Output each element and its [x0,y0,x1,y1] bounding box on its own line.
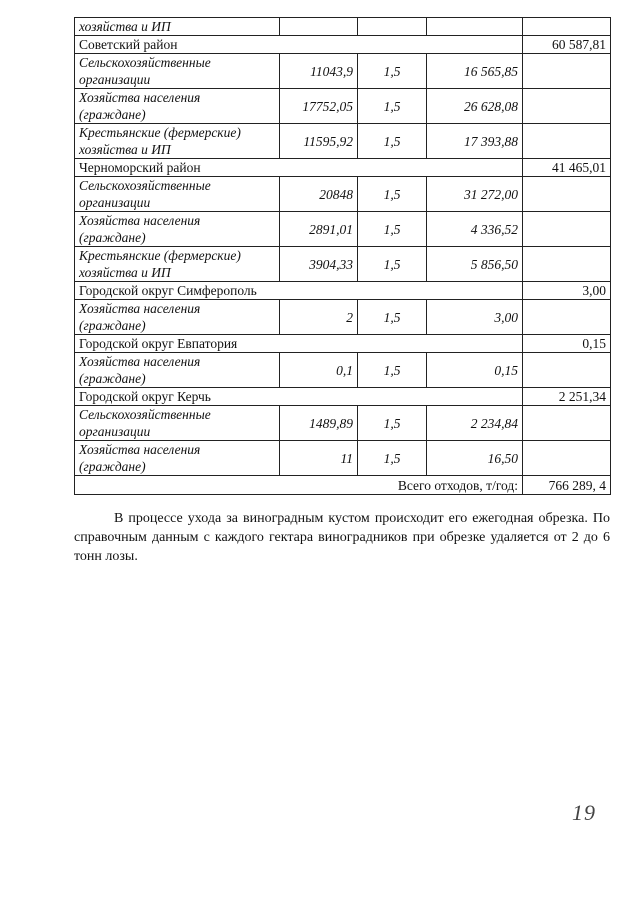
grand-total-label: Всего отходов, т/год: [75,476,523,495]
area-cell [280,18,358,36]
area-cell: 0,1 [280,353,358,388]
table-row [75,441,611,476]
table-row [75,247,611,282]
district-row [75,335,611,353]
district-name: Черноморский район [75,159,523,177]
category-cell [75,406,280,441]
category-line: (граждане) [79,230,146,245]
category-cell [75,441,280,476]
category-line: Сельскохозяйственные [79,178,211,193]
total-cell [523,124,611,159]
rate-cell: 1,5 [358,441,427,476]
waste-cell: 16,50 [427,441,523,476]
paragraph-text: В процессе ухода за виноградным кустом происходит его ежегодная обрезка. По справочным данным с каждого гектара виноградников при обрезке удаляется от 2 до 6 тонн лозы. [74,511,610,564]
table-row [75,54,611,89]
area-cell: 11043,9 [280,54,358,89]
rate-cell: 1,5 [358,406,427,441]
category-cell [75,212,280,247]
rate-cell: 1,5 [358,300,427,335]
district-name: Советский район [75,36,523,54]
district-name: Городской округ Симферополь [75,282,523,300]
category-cell [75,124,280,159]
category-line: Сельскохозяйственные [79,55,211,70]
table-row [75,406,611,441]
grand-total-value: 766 289, 4 [523,476,611,495]
rate-cell [358,18,427,36]
rate-cell: 1,5 [358,177,427,212]
total-cell [523,18,611,36]
category-cell [75,89,280,124]
category-line: Хозяйства населения [79,213,201,228]
table-row [75,300,611,335]
table-row-continued [75,18,611,36]
category-line: Хозяйства населения [79,90,201,105]
district-total: 0,15 [523,335,611,353]
table-row [75,353,611,388]
area-cell: 17752,05 [280,89,358,124]
total-cell [523,247,611,282]
category-cell [75,353,280,388]
table-row [75,212,611,247]
waste-table [74,17,611,495]
table-row [75,89,611,124]
total-cell [523,212,611,247]
waste-cell: 3,00 [427,300,523,335]
category-line: организации [79,72,151,87]
total-cell [523,89,611,124]
category-cell [75,247,280,282]
district-row [75,388,611,406]
waste-cell: 17 393,88 [427,124,523,159]
category-line: Сельскохозяйственные [79,407,211,422]
waste-cell [427,18,523,36]
area-cell: 11 [280,441,358,476]
category-line: Крестьянские (фермерские) [79,248,241,263]
area-cell: 20848 [280,177,358,212]
district-row [75,282,611,300]
waste-cell: 2 234,84 [427,406,523,441]
category-cell [75,177,280,212]
category-line: хозяйства и ИП [79,265,171,280]
waste-cell: 5 856,50 [427,247,523,282]
category-line: Хозяйства населения [79,354,201,369]
waste-cell: 31 272,00 [427,177,523,212]
body-paragraph [74,509,610,566]
area-cell: 2891,01 [280,212,358,247]
category-line: (граждане) [79,371,146,386]
category-line: Крестьянские (фермерские) [79,125,241,140]
district-total: 2 251,34 [523,388,611,406]
district-name: Городской округ Евпатория [75,335,523,353]
category-line: (граждане) [79,107,146,122]
total-cell [523,353,611,388]
table-row [75,124,611,159]
district-total: 41 465,01 [523,159,611,177]
category-cell [75,54,280,89]
waste-cell: 26 628,08 [427,89,523,124]
district-total: 60 587,81 [523,36,611,54]
district-row [75,36,611,54]
rate-cell: 1,5 [358,54,427,89]
category-line: Хозяйства населения [79,301,201,316]
area-cell: 1489,89 [280,406,358,441]
rate-cell: 1,5 [358,89,427,124]
rate-cell: 1,5 [358,353,427,388]
area-cell: 2 [280,300,358,335]
waste-cell: 4 336,52 [427,212,523,247]
rate-cell: 1,5 [358,124,427,159]
category-line: (граждане) [79,318,146,333]
area-cell: 11595,92 [280,124,358,159]
rate-cell: 1,5 [358,247,427,282]
waste-cell: 16 565,85 [427,54,523,89]
rate-cell: 1,5 [358,212,427,247]
category-line: хозяйства и ИП [79,142,171,157]
district-row [75,159,611,177]
total-cell [523,54,611,89]
category-cell [75,300,280,335]
category-line: Хозяйства населения [79,442,201,457]
category-cell: хозяйства и ИП [75,18,280,36]
district-name: Городской округ Керчь [75,388,523,406]
page-number: 19 [572,800,596,825]
total-cell [523,441,611,476]
table-row [75,177,611,212]
total-cell [523,177,611,212]
table-footer-row [75,476,611,495]
total-cell [523,300,611,335]
district-total: 3,00 [523,282,611,300]
area-cell: 3904,33 [280,247,358,282]
category-line: организации [79,195,151,210]
waste-cell: 0,15 [427,353,523,388]
category-line: организации [79,424,151,439]
total-cell [523,406,611,441]
category-line: (граждане) [79,459,146,474]
